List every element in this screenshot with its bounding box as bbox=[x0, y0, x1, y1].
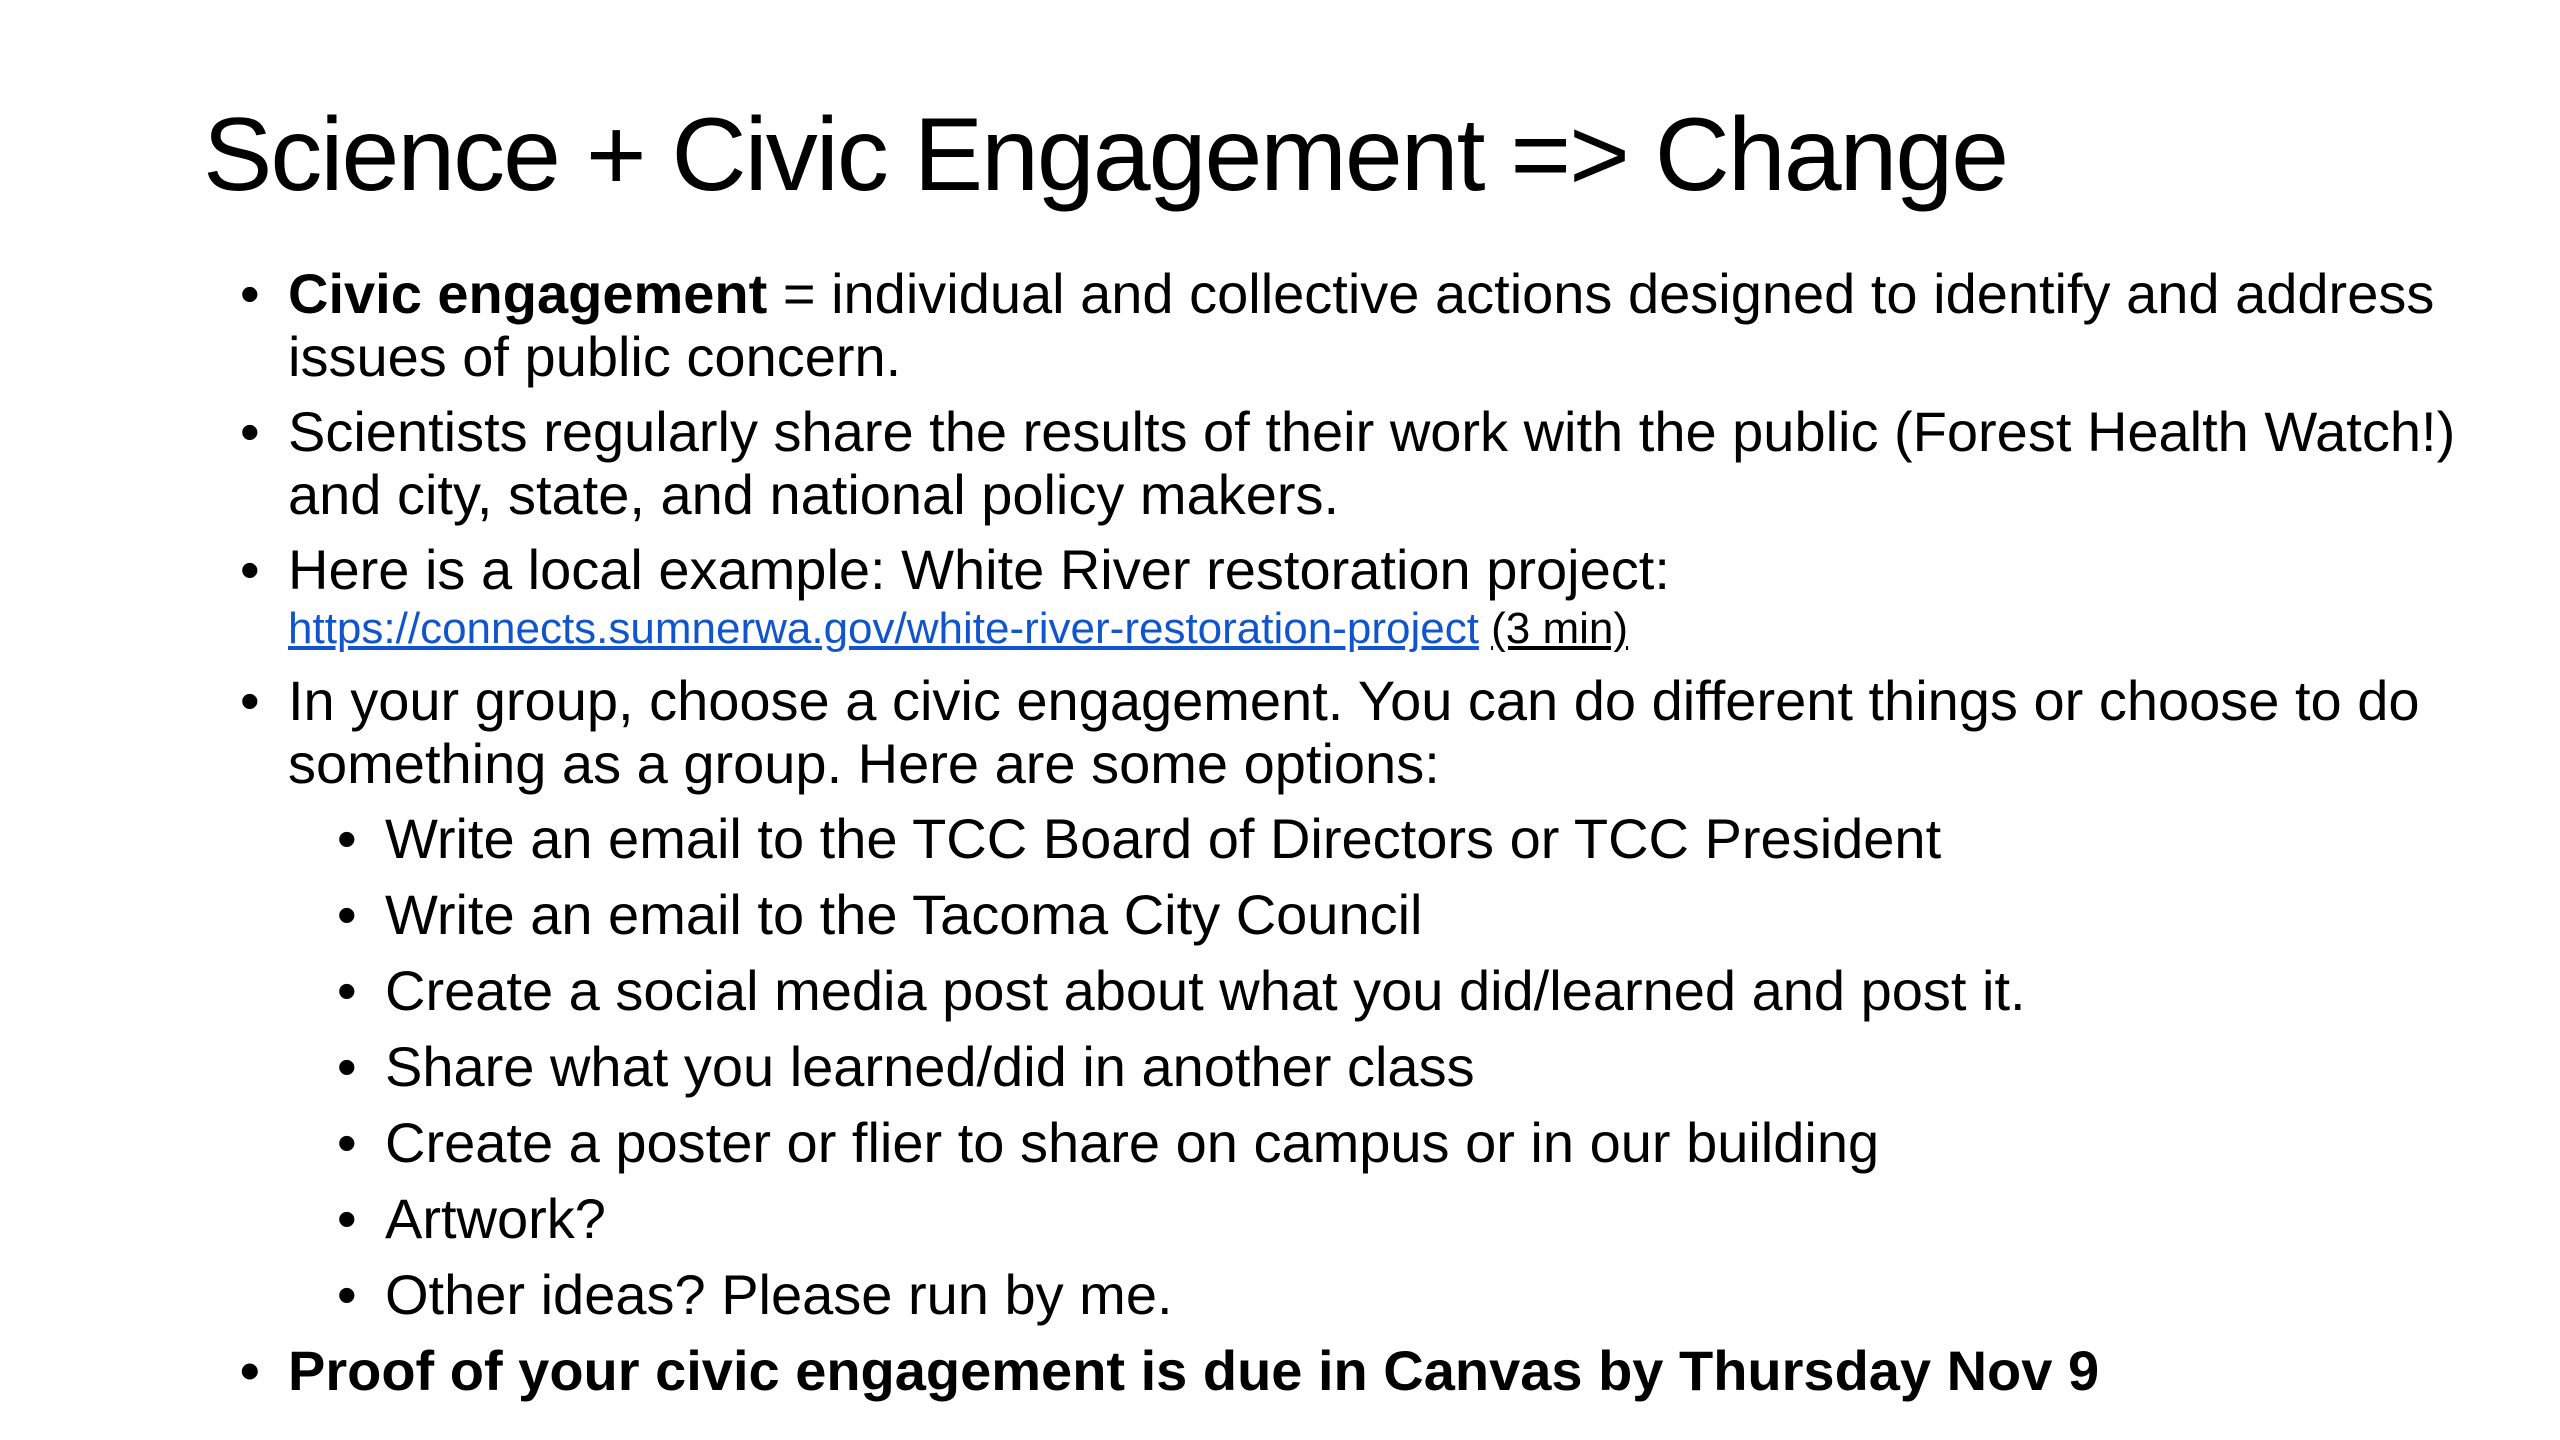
slide-title: Science + Civic Engagement => Change bbox=[203, 97, 2008, 213]
group-intro-text: • In your group, choose a civic engagement. You can do different things or choose to do something as a group. Here are some options: bbox=[288, 669, 2420, 795]
civic-engagement-term: Civic engagement bbox=[288, 262, 768, 325]
local-example-text: • Here is a local example: White River restoration project: bbox=[288, 538, 1670, 601]
bullet-group-options bbox=[240, 669, 2490, 795]
bullet-local-example bbox=[240, 538, 2490, 657]
option-item: • Create a poster or flier to share on campus or in our building bbox=[337, 1111, 2490, 1174]
option-item: • Artwork? bbox=[337, 1187, 2490, 1250]
option-item: • Write an email to the TCC Board of Directors or TCC President bbox=[337, 807, 2490, 870]
white-river-link[interactable]: https://connects.sumnerwa.gov/white-river-restoration-project bbox=[288, 604, 1479, 653]
option-item: • Other ideas? Please run by me. bbox=[337, 1263, 2490, 1326]
bullet-list bbox=[240, 262, 2490, 1414]
bullet-scientists: • Scientists regularly share the results of their work with the public (Forest Health Watch!) and city, state, and national policy makers. bbox=[240, 400, 2490, 526]
video-duration: (3 min) bbox=[1491, 604, 1629, 653]
bullet-civic-engagement bbox=[240, 262, 2490, 388]
local-example-link-line bbox=[288, 601, 2490, 657]
bullet-due-date: • Proof of your civic engagement is due in Canvas by Thursday Nov 9 bbox=[240, 1339, 2490, 1402]
civic-engagement-definition: = individual and collective actions designed to identify and address issues of public concern. bbox=[288, 262, 2435, 388]
options-list bbox=[240, 807, 2490, 1326]
option-item: • Write an email to the Tacoma City Council bbox=[337, 883, 2490, 946]
option-item: • Share what you learned/did in another class bbox=[337, 1035, 2490, 1098]
option-item: • Create a social media post about what you did/learned and post it. bbox=[337, 959, 2490, 1022]
